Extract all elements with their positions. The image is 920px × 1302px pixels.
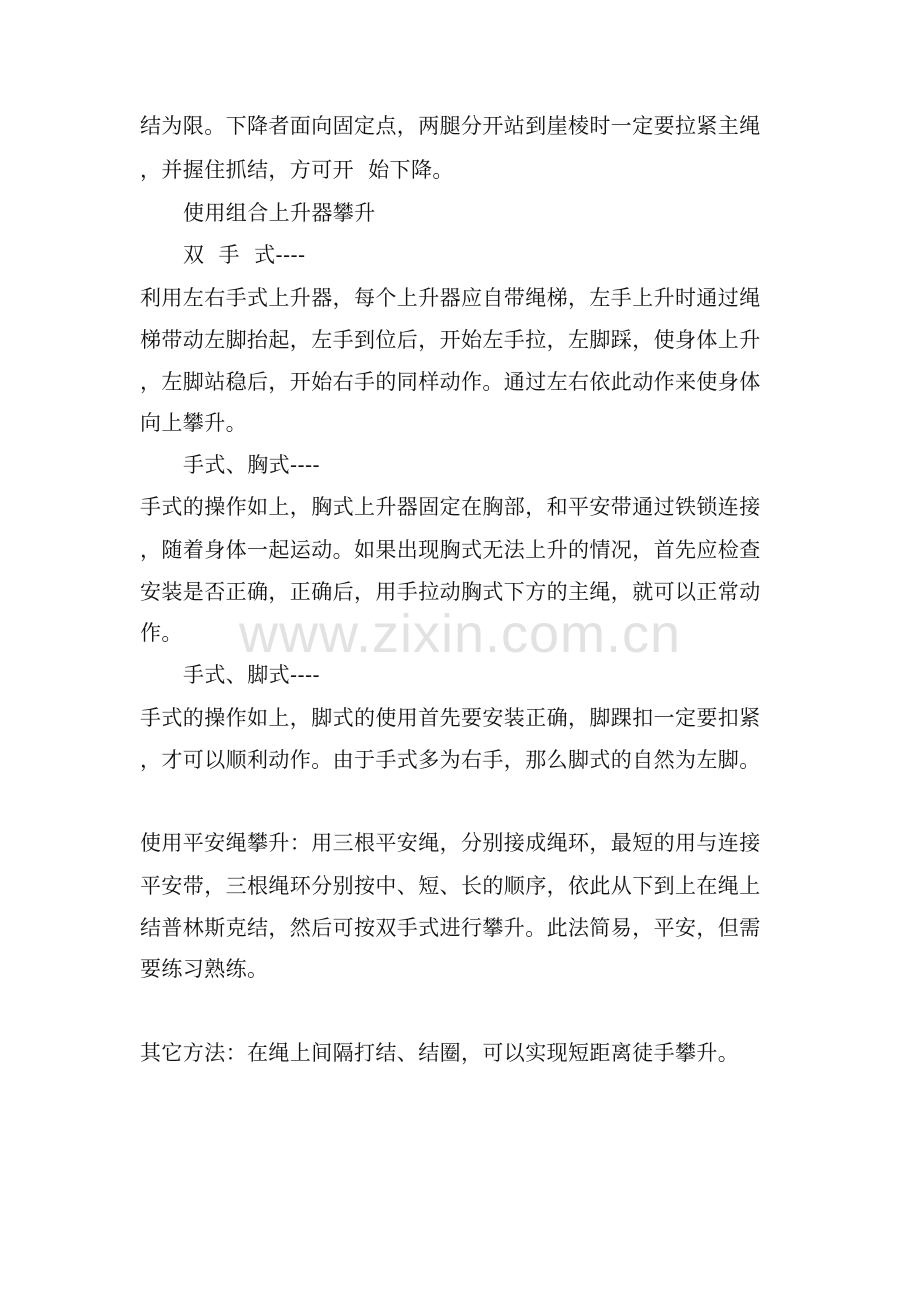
section-heading: 使用组合上升器攀升 [183,201,376,225]
subsection-heading: 手式、胸式---- [183,453,320,477]
text-line: 要练习熟练。 [140,957,269,981]
text-line: ，才可以顺利动作。由于手式多为右手，那么脚式的自然为左脚。 [140,748,761,772]
text-line: 结为限。下降者面向固定点，两腿分开站到崖棱时一定要拉紧主绳 [140,114,761,138]
text-line: 结普林斯克结，然后可按双手式进行攀升。此法简易，平安，但需 [140,916,761,940]
subsection-heading: 手式、脚式---- [183,663,320,687]
text-line: ，左脚站稳后，开始右手的同样动作。通过左右依此动作来使身体 [140,370,761,394]
text-line: 平安带，三根绳环分别按中、短、长的顺序，依此从下到上在绳上 [140,874,761,898]
text-line: 梯带动左脚抬起，左手到位后，开始左手拉，左脚踩，使身体上升 [140,328,761,352]
text-line: ，并握住抓结，方可开 始下降。 [140,158,454,182]
watermark: www.zixin.com.cn [238,604,682,664]
text-line: 其它方法：在绳上间隔打结、结圈，可以实现短距离徒手攀升。 [140,1041,740,1065]
text-line: 向上攀升。 [140,411,247,435]
subsection-heading: 双 手 式---- [183,243,306,267]
text-line: 安装是否正确，正确后，用手拉动胸式下方的主绳，就可以正常动 [140,580,761,604]
text-line: 作。 [140,621,183,645]
text-line: 利用左右手式上升器，每个上升器应自带绳梯，左手上升时通过绳 [140,286,761,310]
text-line: 使用平安绳攀升：用三根平安绳，分别接成绳环，最短的用与连接 [140,831,761,855]
text-line: 手式的操作如上，胸式上升器固定在胸部，和平安带通过铁锁连接 [140,495,761,519]
text-line: 手式的操作如上，脚式的使用首先要安装正确，脚踝扣一定要扣紧 [140,706,761,730]
text-line: ，随着身体一起运动。如果出现胸式无法上升的情况，首先应检查 [140,538,761,562]
